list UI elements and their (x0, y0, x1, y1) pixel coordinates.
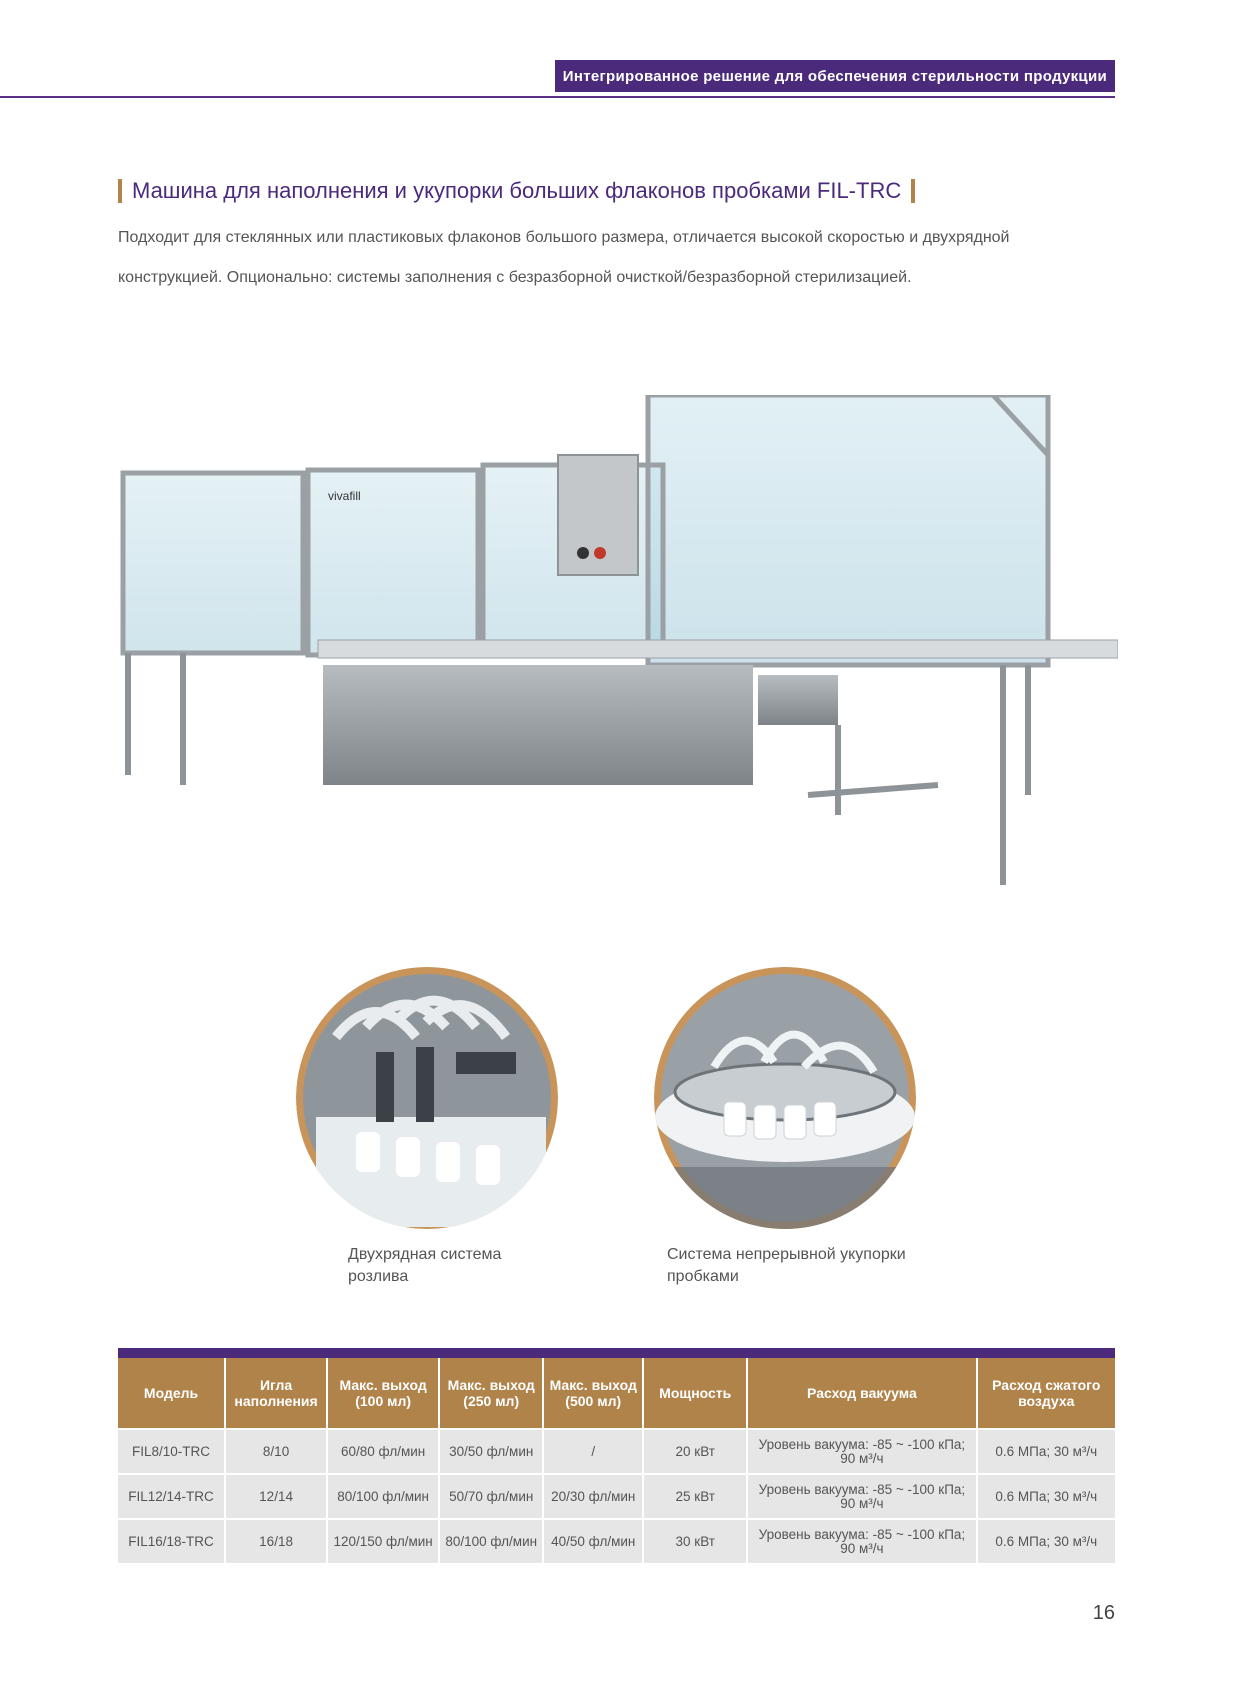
table-cell: 30/50 фл/мин (439, 1429, 543, 1474)
page-title: Машина для наполнения и укупорки больших флаконов пробками FIL-TRC (132, 178, 902, 203)
table-cell: FIL12/14-TRC (118, 1474, 225, 1519)
table-cell: FIL16/18-TRC (118, 1519, 225, 1563)
table-cell: 50/70 фл/мин (439, 1474, 543, 1519)
table-cell: 80/100 фл/мин (327, 1474, 439, 1519)
table-top-bar (118, 1348, 1115, 1358)
table-cell: Уровень вакуума: -85 ~ -100 кПа; 90 м³/ч (747, 1519, 976, 1563)
machine-photo (118, 395, 1118, 965)
table-cell: 20/30 фл/мин (543, 1474, 643, 1519)
column-header: Расход сжатого воздуха (977, 1358, 1115, 1429)
caption-line: розлива (348, 1268, 409, 1285)
detail-caption-filling (348, 1244, 598, 1288)
table-row (118, 1429, 1115, 1474)
table-cell: 12/14 (225, 1474, 327, 1519)
section-description (118, 218, 1118, 298)
column-header: Модель (118, 1358, 225, 1429)
spec-table (118, 1348, 1115, 1563)
header-rule (0, 96, 1115, 98)
table-cell: 60/80 фл/мин (327, 1429, 439, 1474)
section-title (118, 178, 915, 204)
table-cell: Уровень вакуума: -85 ~ -100 кПа; 90 м³/ч (747, 1429, 976, 1474)
table-cell: 120/150 фл/мин (327, 1519, 439, 1563)
table-cell: 0.6 МПа; 30 м³/ч (977, 1474, 1115, 1519)
table-cell: 80/100 фл/мин (439, 1519, 543, 1563)
column-header: Игла наполнения (225, 1358, 327, 1429)
table-cell: FIL8/10-TRC (118, 1429, 225, 1474)
column-header: Мощность (643, 1358, 747, 1429)
table-cell: 0.6 МПа; 30 м³/ч (977, 1429, 1115, 1474)
table-cell: 16/18 (225, 1519, 327, 1563)
header-banner: Интегрированное решение для обеспечения стерильности продукции (555, 60, 1115, 92)
column-header: Расход вакуума (747, 1358, 976, 1429)
table-cell: Уровень вакуума: -85 ~ -100 кПа; 90 м³/ч (747, 1474, 976, 1519)
table-cell: 0.6 МПа; 30 м³/ч (977, 1519, 1115, 1563)
table-row (118, 1519, 1115, 1563)
table-cell: 8/10 (225, 1429, 327, 1474)
table-cell: 20 кВт (643, 1429, 747, 1474)
column-header: Макс. выход (100 мл) (327, 1358, 439, 1429)
table-row (118, 1474, 1115, 1519)
detail-caption-stoppering (667, 1244, 917, 1288)
column-header: Макс. выход (250 мл) (439, 1358, 543, 1429)
title-left-bar (118, 179, 122, 203)
table-cell: / (543, 1429, 643, 1474)
detail-photo-filling (296, 967, 558, 1229)
machine-brand-label: vivafill (328, 489, 361, 503)
table-cell: 40/50 фл/мин (543, 1519, 643, 1563)
column-header: Макс. выход (500 мл) (543, 1358, 643, 1429)
table-cell: 30 кВт (643, 1519, 747, 1563)
caption-line: Система непрерывной укупорки (667, 1246, 906, 1263)
page-number: 16 (1092, 1602, 1115, 1624)
caption-line: пробками (667, 1268, 739, 1285)
description-line: Подходит для стеклянных или пластиковых флаконов большого размера, отличается высокой скоростью и двухрядной (118, 229, 1010, 246)
caption-line: Двухрядная система (348, 1246, 502, 1263)
table-cell: 25 кВт (643, 1474, 747, 1519)
detail-photo-stoppering (654, 967, 916, 1229)
table-header-row (118, 1358, 1115, 1429)
description-line: конструкцией. Опционально: системы заполнения с безразборной очисткой/безразборной стерилизацией. (118, 269, 912, 286)
title-right-bar (911, 179, 915, 203)
